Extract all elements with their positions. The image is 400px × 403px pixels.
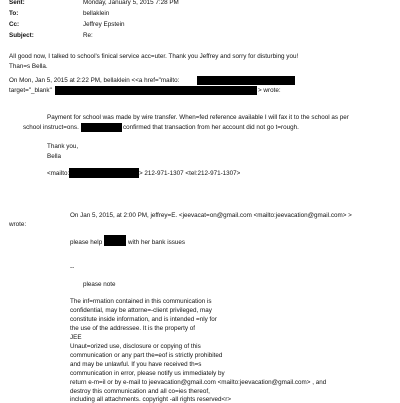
quote2-line-1: On Jan 5, 2015, at 2:00 PM, jeffrey=E. <jeevacat=on@gmail.com <mailto:jeevacation@gmail.com> > — [70, 212, 352, 219]
disclaimer-line: JEE — [70, 334, 82, 341]
cc-value: Jeffrey Epstein — [83, 21, 125, 28]
redaction-box — [69, 168, 139, 178]
redaction-box — [81, 123, 122, 132]
payment-line-2-pre: school instruct=ons. — [23, 124, 79, 131]
sent-label: Sent: — [9, 0, 25, 6]
disclaimer-line: communication or any part the=eof is strictly prohibited — [70, 352, 223, 359]
disclaimer-line: and may be unlawful. If you have received th=s — [70, 361, 202, 368]
disclaimer-line: The inf=rmation contained in this communication is — [70, 298, 212, 305]
disclaimer-line: constitute inside information, and is intended =nly for — [70, 316, 217, 323]
redaction-box — [197, 76, 295, 85]
signoff-thanks: Thank you, — [47, 143, 79, 150]
disclaimer-line: return e-m=il or by e-mail to jeevacation@gmail.com <mailto:jeevacation@gmail.com> , and — [70, 379, 327, 386]
quote1-line-2-post: > wrote: — [258, 87, 281, 94]
reply-line-2: Than=s Bella. — [9, 63, 48, 70]
quote1-line-1: On Mon, Jan 5, 2015 at 2:22 PM, bellaklein <<a href="mailto: — [9, 77, 180, 84]
signoff-name: Bella — [47, 153, 62, 160]
to-value: bellaklein — [83, 10, 110, 17]
disclaimer-line: including all attachments. copyright -all rights reserved<r> — [70, 396, 231, 403]
cc-label: Cc: — [9, 21, 20, 28]
signature-dashes: -- — [70, 264, 75, 271]
mailto-line-post: > 212-971-1307 <tel:212-971-1307> — [139, 170, 241, 177]
subject-value: Re: — [83, 32, 93, 39]
redaction-box — [104, 235, 126, 246]
please-note: please note — [83, 281, 116, 288]
disclaimer-line: Unaut=orized use, disclosure or copying of this — [70, 343, 201, 350]
to-label: To: — [9, 10, 19, 17]
payment-line-2-post: confirmed that transaction from her account did not go t=rough. — [123, 124, 299, 131]
disclaimer-line: destroy this communication and all co=ies thereof, — [70, 388, 210, 395]
mailto-line-pre: <mailto: — [47, 170, 70, 177]
sent-value: Monday, January 5, 2015 7:28 PM — [83, 0, 179, 6]
reply-line-1: All good now, I talked to school's finical service acc=uter. Thank you Jeffrey and sorry for disturbing you! — [9, 53, 299, 60]
payment-line-1: Payment for school was made by wire transfer. When=fed reference available I will fax it to the school as per — [47, 114, 349, 121]
help-line-pre: please help — [70, 239, 103, 246]
disclaimer-line: confidential, may be attorne=-client privileged, may — [70, 307, 212, 314]
disclaimer-line: the use of the addressee. It is the property of — [70, 325, 195, 332]
subject-label: Subject: — [9, 32, 34, 39]
help-line-post: with her bank issues — [128, 239, 186, 246]
disclaimer-line: communication in error, please notify us immediately by — [70, 370, 225, 377]
quote2-line-2: wrote: — [9, 221, 27, 228]
redaction-box — [55, 86, 257, 95]
quote1-line-2-pre: target="_blank" — [9, 87, 52, 94]
